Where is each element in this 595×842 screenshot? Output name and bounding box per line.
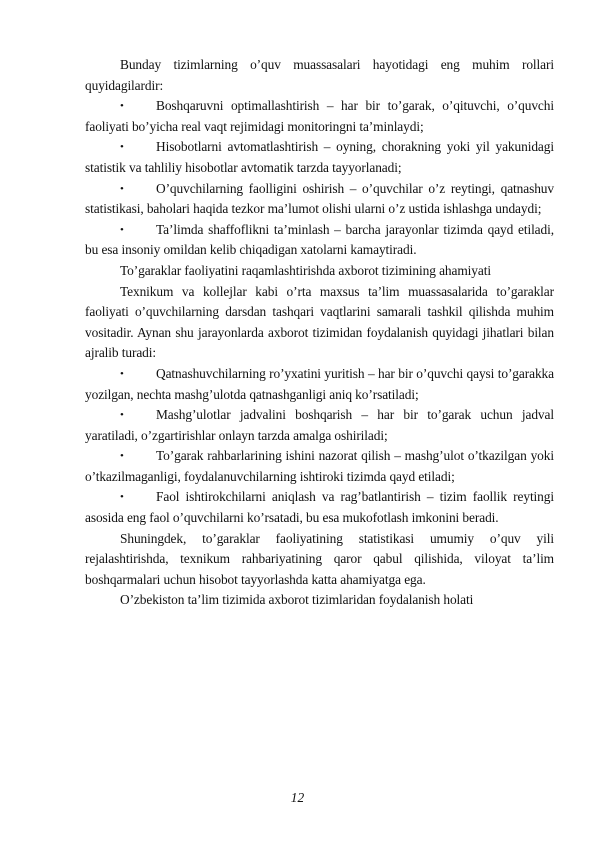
- list-item: [85, 220, 554, 261]
- body-paragraph: Texnikum va kollejlar kabi o’rta maxsus ta’lim muassasalarida to’garaklar faoliyati o’quvchilarning darsdan tashqari vaqtlarini samarali tashkil qilishda muhim vositadir. Aynan shu jarayonlarda axborot tizimidan foydalanish quyidagi jihatlari bilan ajralib turadi:: [85, 283, 554, 361]
- list-item-text: Boshqaruvni optimallashtirish – har bir to’garak, o’qituvchi, o’quvchi faoliyati bo’yicha real vaqt rejimidagi monitoringni ta’minlaydi;: [85, 98, 554, 134]
- list-item-text: Faol ishtirokchilarni aniqlash va rag’batlantirish – tizim faollik reytingi asosida eng faol o’quvchilarni ko’rsatadi, bu esa mukofotlash imkonini beradi.: [85, 489, 554, 526]
- bullet-icon: •: [120, 182, 124, 195]
- list-item: [85, 179, 554, 220]
- bullet-icon: •: [120, 491, 124, 504]
- list-item-text: Mashg’ulotlar jadvalini boshqarish – har bir to’garak uchun jadval yaratiladi, o’zgartirishlar onlayn tarzda amalga oshiriladi;: [85, 407, 554, 443]
- body-text: [85, 55, 554, 611]
- section-heading: O’zbekiston ta’lim tizimida axborot tizimlaridan foydalanish holati: [120, 592, 474, 608]
- bullet-icon: •: [120, 409, 124, 422]
- page-number: 12: [290, 790, 305, 805]
- list-item: [85, 364, 554, 405]
- bullet-icon: •: [120, 223, 124, 236]
- bullet-icon: •: [120, 100, 124, 113]
- intro-paragraph: Bunday tizimlarning o’quv muassasalari hayotidagi eng muhim rollari quyidagilardir:: [85, 57, 554, 93]
- list-item-text: Hisobotlarni avtomatlashtirish – oyning, chorakning yoki yil yakunidagi statistik va tahliliy hisobotlar avtomatik tarzda tayyorlanadi;: [85, 139, 554, 175]
- list-item-text: To’garak rahbarlarining ishini nazorat qilish – mashg’ulot o’tkazilgan yoki o’tkazilmaganligi, foydalanuvchilarning ishtiroki tizimda qayd etiladi;: [85, 448, 554, 484]
- list-item-text: Qatnashuvchilarning ro’yxatini yuritish – har bir o’quvchi qaysi to’garakka yozilgan, nechta mashg’ulotda qatnashganligi aniq ko’rsatiladi;: [85, 365, 554, 402]
- list-item: [85, 405, 554, 446]
- bullet-icon: •: [120, 450, 124, 463]
- list-item: [85, 96, 554, 137]
- bullet-icon: •: [120, 367, 124, 380]
- list-item: [85, 137, 554, 178]
- body-paragraph: Shuningdek, to’garaklar faoliyatining statistikasi umumiy o’quv yili rejalashtirishda, texnikum rahbariyatining qaror qabul qilishida, viloyat ta’lim boshqarmalari uchun hisobot tayyorlashda katta ahamiyatga ega.: [85, 530, 554, 587]
- list-item: [85, 487, 554, 528]
- list-item: [85, 446, 554, 487]
- list-item-text: Ta’limda shaffoflikni ta’minlash – barcha jarayonlar tizimda qayd etiladi, bu esa insoniy omildan kelib chiqadigan xatolarni kamaytiradi.: [85, 221, 554, 258]
- section-heading: To’garaklar faoliyatini raqamlashtirishda axborot tizimining ahamiyati: [120, 262, 491, 278]
- list-item-text: O’quvchilarning faolligini oshirish – o’quvchilar o’z reytingi, qatnashuv statistikasi, baholari haqida tezkor ma’lumot olishi ularni o’z ustida ishlashga undaydi;: [85, 180, 554, 217]
- bullet-icon: •: [120, 141, 124, 154]
